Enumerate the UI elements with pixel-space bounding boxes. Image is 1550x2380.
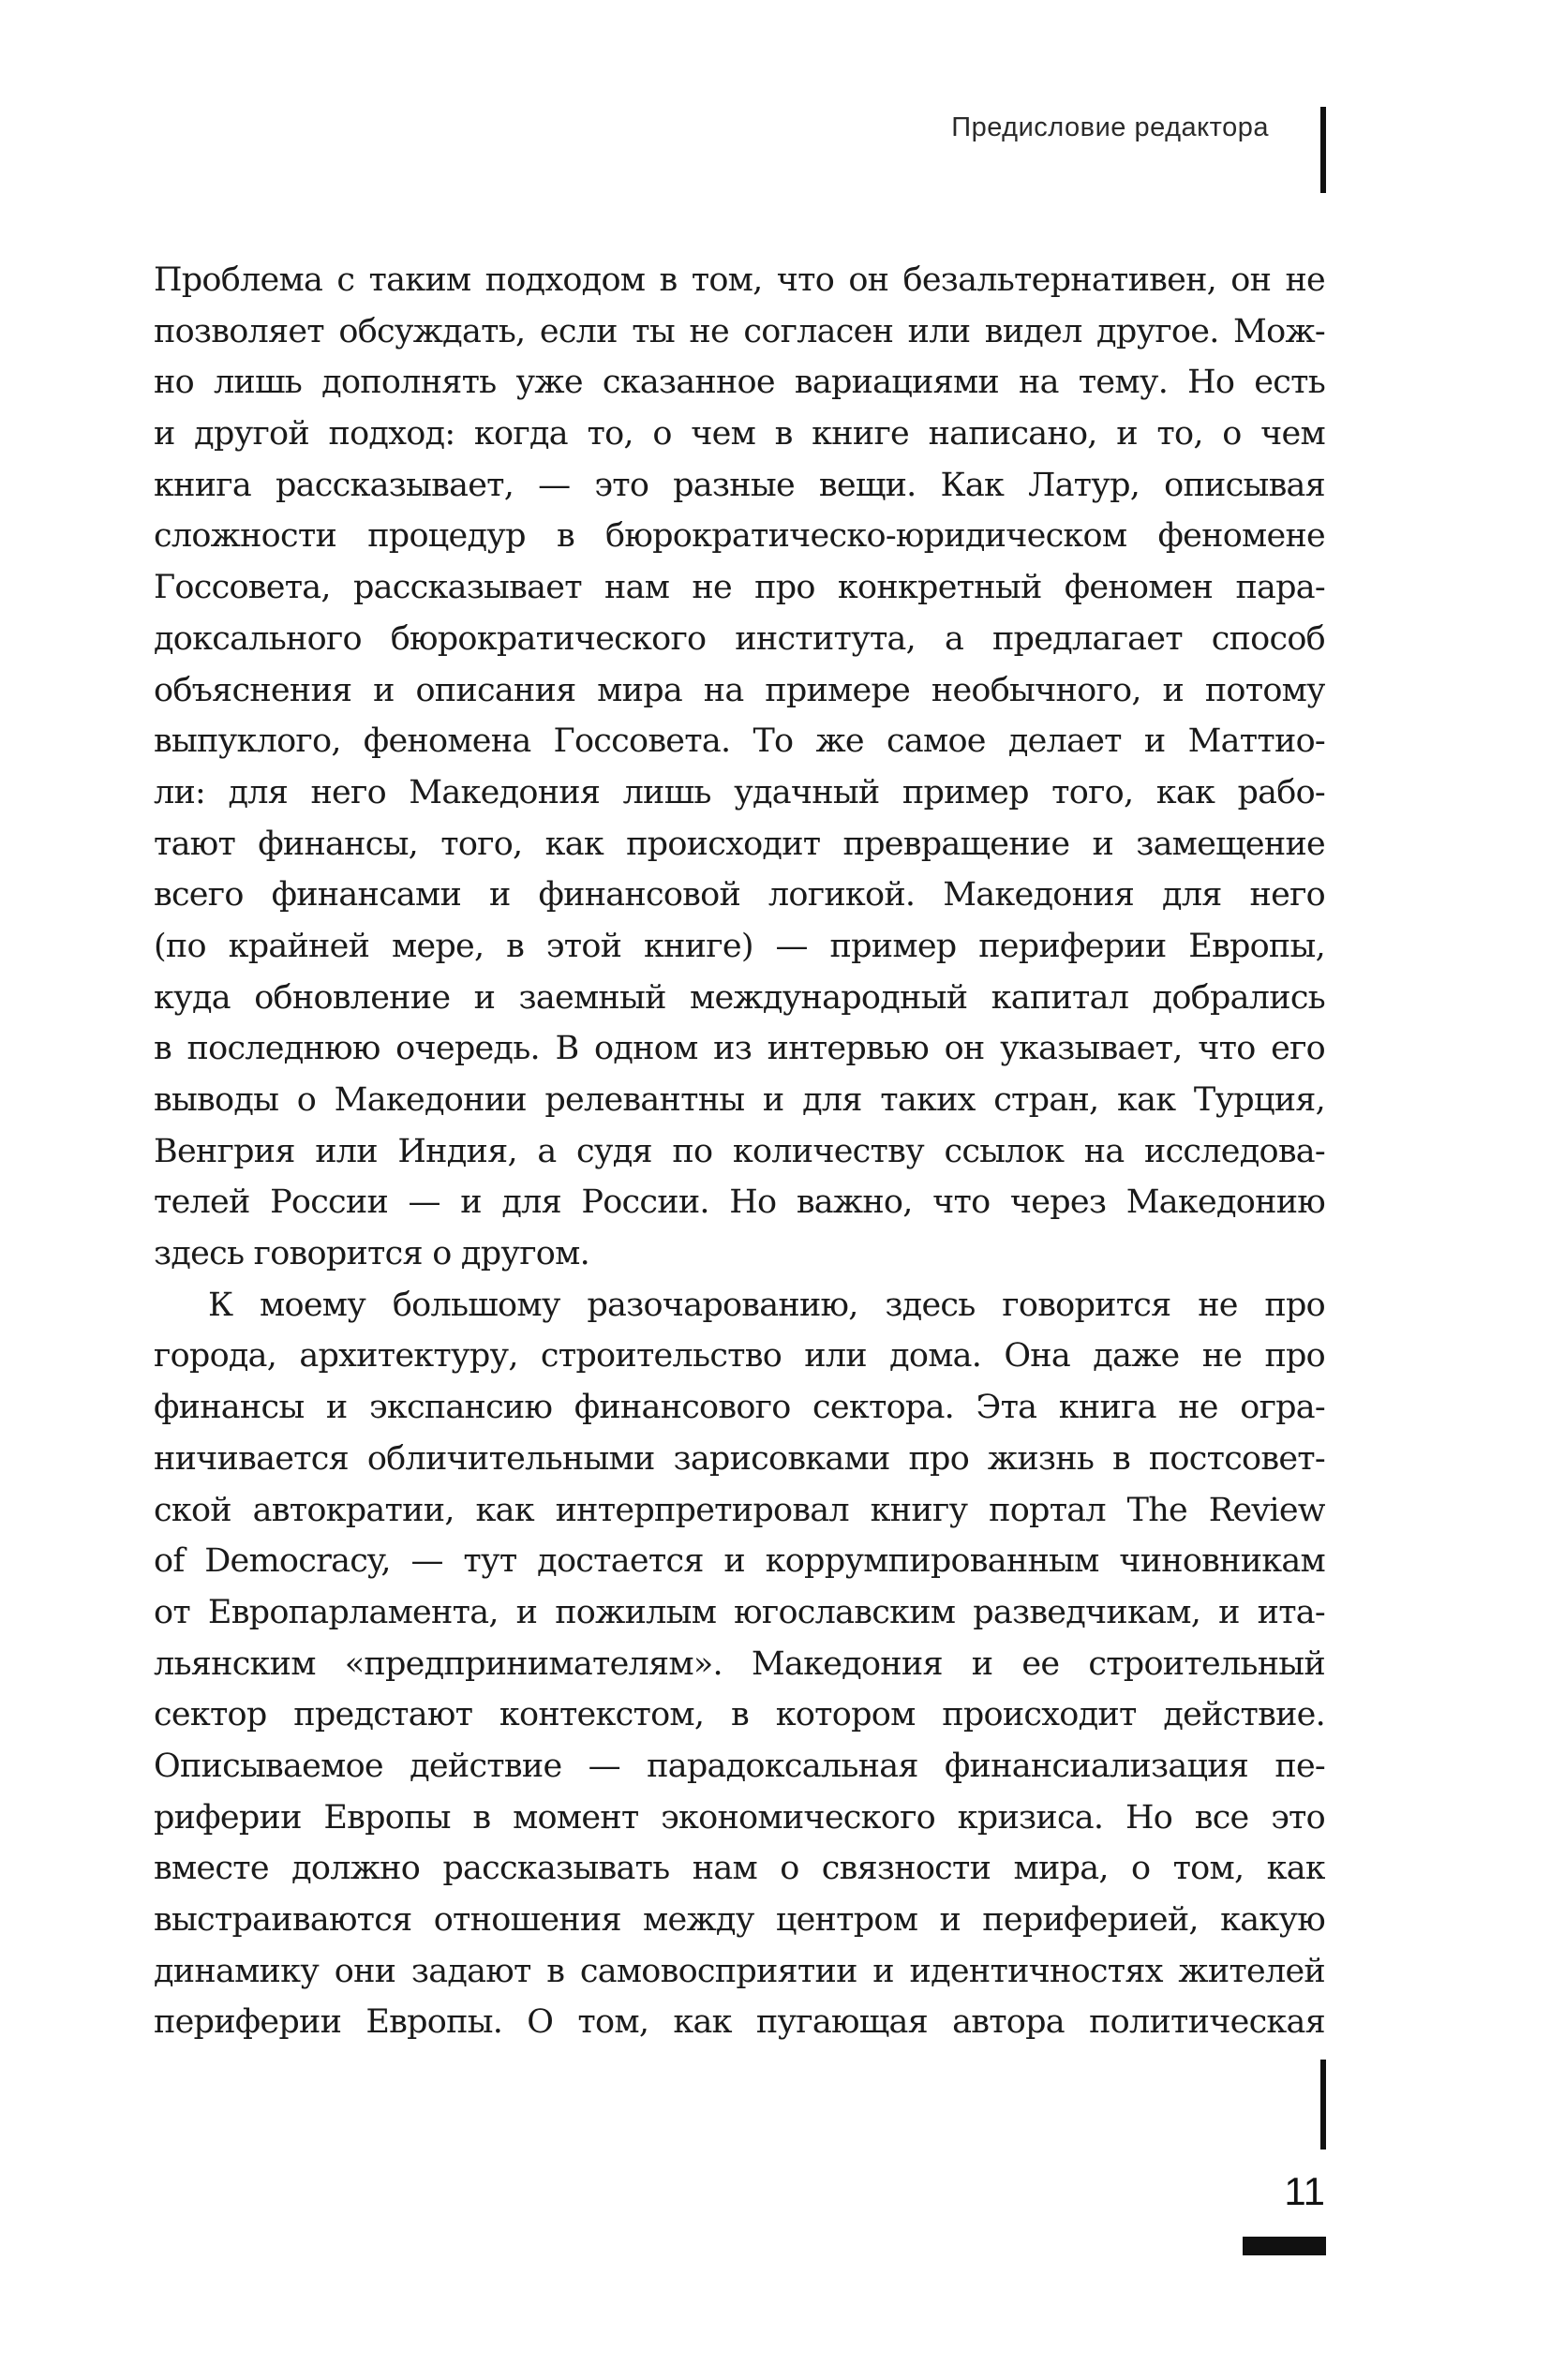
text-line: Проблема с таким подходом в том, что он безальтернативен, он не bbox=[154, 261, 1325, 299]
footer-vertical-rule bbox=[1320, 2060, 1326, 2149]
text-line: от Европарламента, и пожилым югославским разведчикам, и ита- bbox=[154, 1593, 1325, 1631]
text-line: но лишь дополнять уже сказанное вариациями на тему. Но есть bbox=[154, 364, 1325, 402]
paragraph-2 bbox=[154, 1280, 1325, 2048]
text-line: здесь говорится о другом. bbox=[154, 1235, 589, 1273]
text-line: of Democracy, — тут достается и коррумпированным чиновникам bbox=[154, 1542, 1325, 1581]
text-line: книга рассказывает, — это разные вещи. Как Латур, описывая bbox=[154, 466, 1325, 504]
text-line: выпуклого, феномена Госсовета. То же самое делает и Маттио- bbox=[154, 722, 1325, 761]
text-line: периферии Европы. О том, как пугающая автора политическая bbox=[154, 2003, 1325, 2042]
text-line: и другой подход: когда то, о чем в книге написано, и то, о чем bbox=[154, 415, 1325, 454]
text-line: ничивается обличительными зарисовками про жизнь в постсовет- bbox=[154, 1439, 1325, 1478]
text-line: сложности процедур в бюрократическо-юридическом феномене bbox=[154, 517, 1325, 556]
text-line: динамику они задают в самовосприятии и идентичностях жителей bbox=[154, 1952, 1325, 1990]
header-vertical-rule bbox=[1320, 107, 1326, 193]
text-line: риферии Европы в момент экономического кризиса. Но все это bbox=[154, 1798, 1325, 1837]
text-line: (по крайней мере, в этой книге) — пример периферии Европы, bbox=[154, 927, 1325, 965]
text-line: вместе должно рассказывать нам о связности мира, о том, как bbox=[154, 1850, 1325, 1888]
text-line: выводы о Македонии релевантны и для таких стран, как Турция, bbox=[154, 1081, 1325, 1119]
text-line: Описываемое действие — парадоксальная финансиализация пе- bbox=[154, 1747, 1325, 1785]
text-line: всего финансами и финансовой логикой. Македония для него bbox=[154, 876, 1325, 915]
text-line: города, архитектуру, строительство или дома. Она даже не про bbox=[154, 1337, 1325, 1376]
text-line: ской автократии, как интерпретировал книгу портал The Review bbox=[154, 1491, 1325, 1529]
page-number: 11 bbox=[1284, 2169, 1325, 2213]
body-text bbox=[154, 255, 1325, 2048]
text-line: позволяет обсуждать, если ты не согласен или видел другое. Мож- bbox=[154, 312, 1325, 350]
text-line: Венгрия или Индия, а судя по количеству ссылок на исследова- bbox=[154, 1132, 1325, 1170]
paragraph-1 bbox=[154, 255, 1325, 1280]
running-header: Предисловие редактора bbox=[951, 112, 1269, 142]
text-line: доксального бюрократического института, а предлагает способ bbox=[154, 619, 1325, 658]
text-line: сектор предстают контекстом, в котором происходит действие. bbox=[154, 1696, 1325, 1734]
text-line: К моему большому разочарованию, здесь говорится не про bbox=[208, 1286, 1325, 1324]
text-line: в последнюю очередь. В одном из интервью он указывает, что его bbox=[154, 1030, 1325, 1068]
text-line: куда обновление и заемный международный капитал добрались bbox=[154, 978, 1325, 1017]
text-line: льянским «предпринимателям». Македония и ее строительный bbox=[154, 1644, 1325, 1683]
text-line: телей России — и для России. Но важно, что через Македонию bbox=[154, 1183, 1325, 1222]
page-marker-bar bbox=[1243, 2237, 1326, 2255]
text-line: выстраиваются отношения между центром и периферией, какую bbox=[154, 1901, 1325, 1939]
text-line: финансы и экспансию финансового сектора. Эта книга не огра- bbox=[154, 1389, 1325, 1427]
text-line: объяснения и описания мира на примере необычного, и потому bbox=[154, 671, 1325, 709]
text-line: Госсовета, рассказывает нам не про конкретный феномен пара- bbox=[154, 569, 1325, 607]
text-line: ли: для него Македония лишь удачный пример того, как рабо- bbox=[154, 773, 1325, 811]
text-line: тают финансы, того, как происходит превращение и замещение bbox=[154, 825, 1325, 863]
